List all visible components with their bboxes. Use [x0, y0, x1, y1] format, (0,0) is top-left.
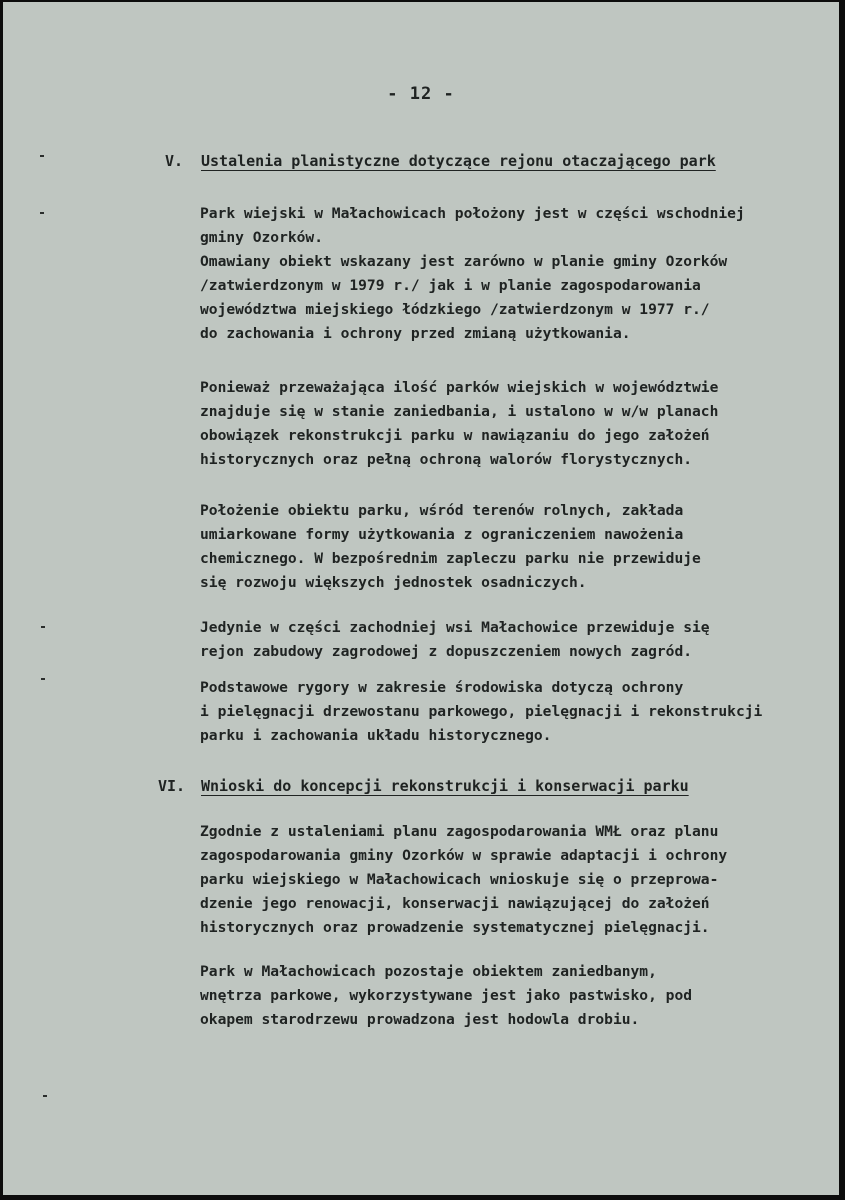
- paragraph: [200, 820, 727, 940]
- document-page: [3, 2, 839, 1195]
- text-line: Jedynie w części zachodniej wsi Małachowice przewiduje się: [200, 619, 710, 636]
- text-line: Położenie obiektu parku, wśród terenów rolnych, zakłada: [200, 502, 684, 519]
- text-line: województwa miejskiego łódzkiego /zatwierdzonym w 1977 r./: [200, 301, 710, 318]
- text-line: okapem starodrzewu prowadzona jest hodowla drobiu.: [200, 1011, 640, 1028]
- text-line: /zatwierdzonym w 1979 r./ jak i w planie zagospodarowania: [200, 277, 701, 294]
- text-line: Ponieważ przeważająca ilość parków wiejskich w województwie: [200, 379, 719, 396]
- text-line: Park w Małachowicach pozostaje obiektem zaniedbanym,: [200, 963, 657, 980]
- text-line: i pielęgnacji drzewostanu parkowego, pielęgnacji i rekonstrukcji: [200, 703, 763, 720]
- section-number: V.: [165, 152, 184, 170]
- text-line: parku i zachowania układu historycznego.: [200, 727, 552, 744]
- section-heading-vi: [158, 777, 689, 795]
- margin-mark: [41, 678, 45, 680]
- text-line: Park wiejski w Małachowicach położony jest w części wschodniej: [200, 205, 745, 222]
- text-line: obowiązek rekonstrukcji parku w nawiązaniu do jego założeń: [200, 427, 710, 444]
- text-line: dzenie jego renowacji, konserwacji nawiązującej do założeń: [200, 895, 710, 912]
- paragraph: [200, 202, 745, 346]
- page-number: - 12 -: [387, 84, 455, 104]
- paragraph: [200, 376, 718, 472]
- paragraph: [200, 499, 701, 595]
- paragraph: [200, 960, 692, 1032]
- margin-mark: [40, 212, 44, 214]
- text-line: Podstawowe rygory w zakresie środowiska dotyczą ochrony: [200, 679, 684, 696]
- text-line: gminy Ozorków.: [200, 229, 324, 246]
- margin-mark: [41, 626, 45, 628]
- paragraph: [200, 616, 710, 664]
- section-title: Wnioski do koncepcji rekonstrukcji i konserwacji parku: [201, 777, 689, 795]
- text-line: wnętrza parkowe, wykorzystywane jest jako pastwisko, pod: [200, 987, 693, 1004]
- text-line: Zgodnie z ustaleniami planu zagospodarowania WMŁ oraz planu: [200, 823, 719, 840]
- section-title: Ustalenia planistyczne dotyczące rejonu otaczającego park: [201, 152, 716, 170]
- section-number: VI.: [158, 777, 186, 795]
- text-line: chemicznego. W bezpośrednim zapleczu parku nie przewiduje: [200, 550, 701, 567]
- text-line: historycznych oraz prowadzenie systematycznej pielęgnacji.: [200, 919, 710, 936]
- text-line: Omawiany obiekt wskazany jest zarówno w planie gminy Ozorków: [200, 253, 728, 270]
- text-line: zagospodarowania gminy Ozorków w sprawie adaptacji i ochrony: [200, 847, 728, 864]
- text-line: rejon zabudowy zagrodowej z dopuszczeniem nowych zagród.: [200, 643, 693, 660]
- text-line: znajduje się w stanie zaniedbania, i ustalono w w/w planach: [200, 403, 719, 420]
- text-line: się rozwoju większych jednostek osadniczych.: [200, 574, 587, 591]
- section-heading-v: [165, 152, 716, 170]
- text-line: do zachowania i ochrony przed zmianą użytkowania.: [200, 325, 631, 342]
- margin-mark: [43, 1095, 47, 1097]
- margin-mark: [40, 155, 44, 157]
- text-line: parku wiejskiego w Małachowicach wnioskuje się o przeprowa-: [200, 871, 719, 888]
- text-line: historycznych oraz pełną ochroną walorów florystycznych.: [200, 451, 693, 468]
- paragraph: [200, 676, 762, 748]
- text-line: umiarkowane formy użytkowania z ograniczeniem nawożenia: [200, 526, 684, 543]
